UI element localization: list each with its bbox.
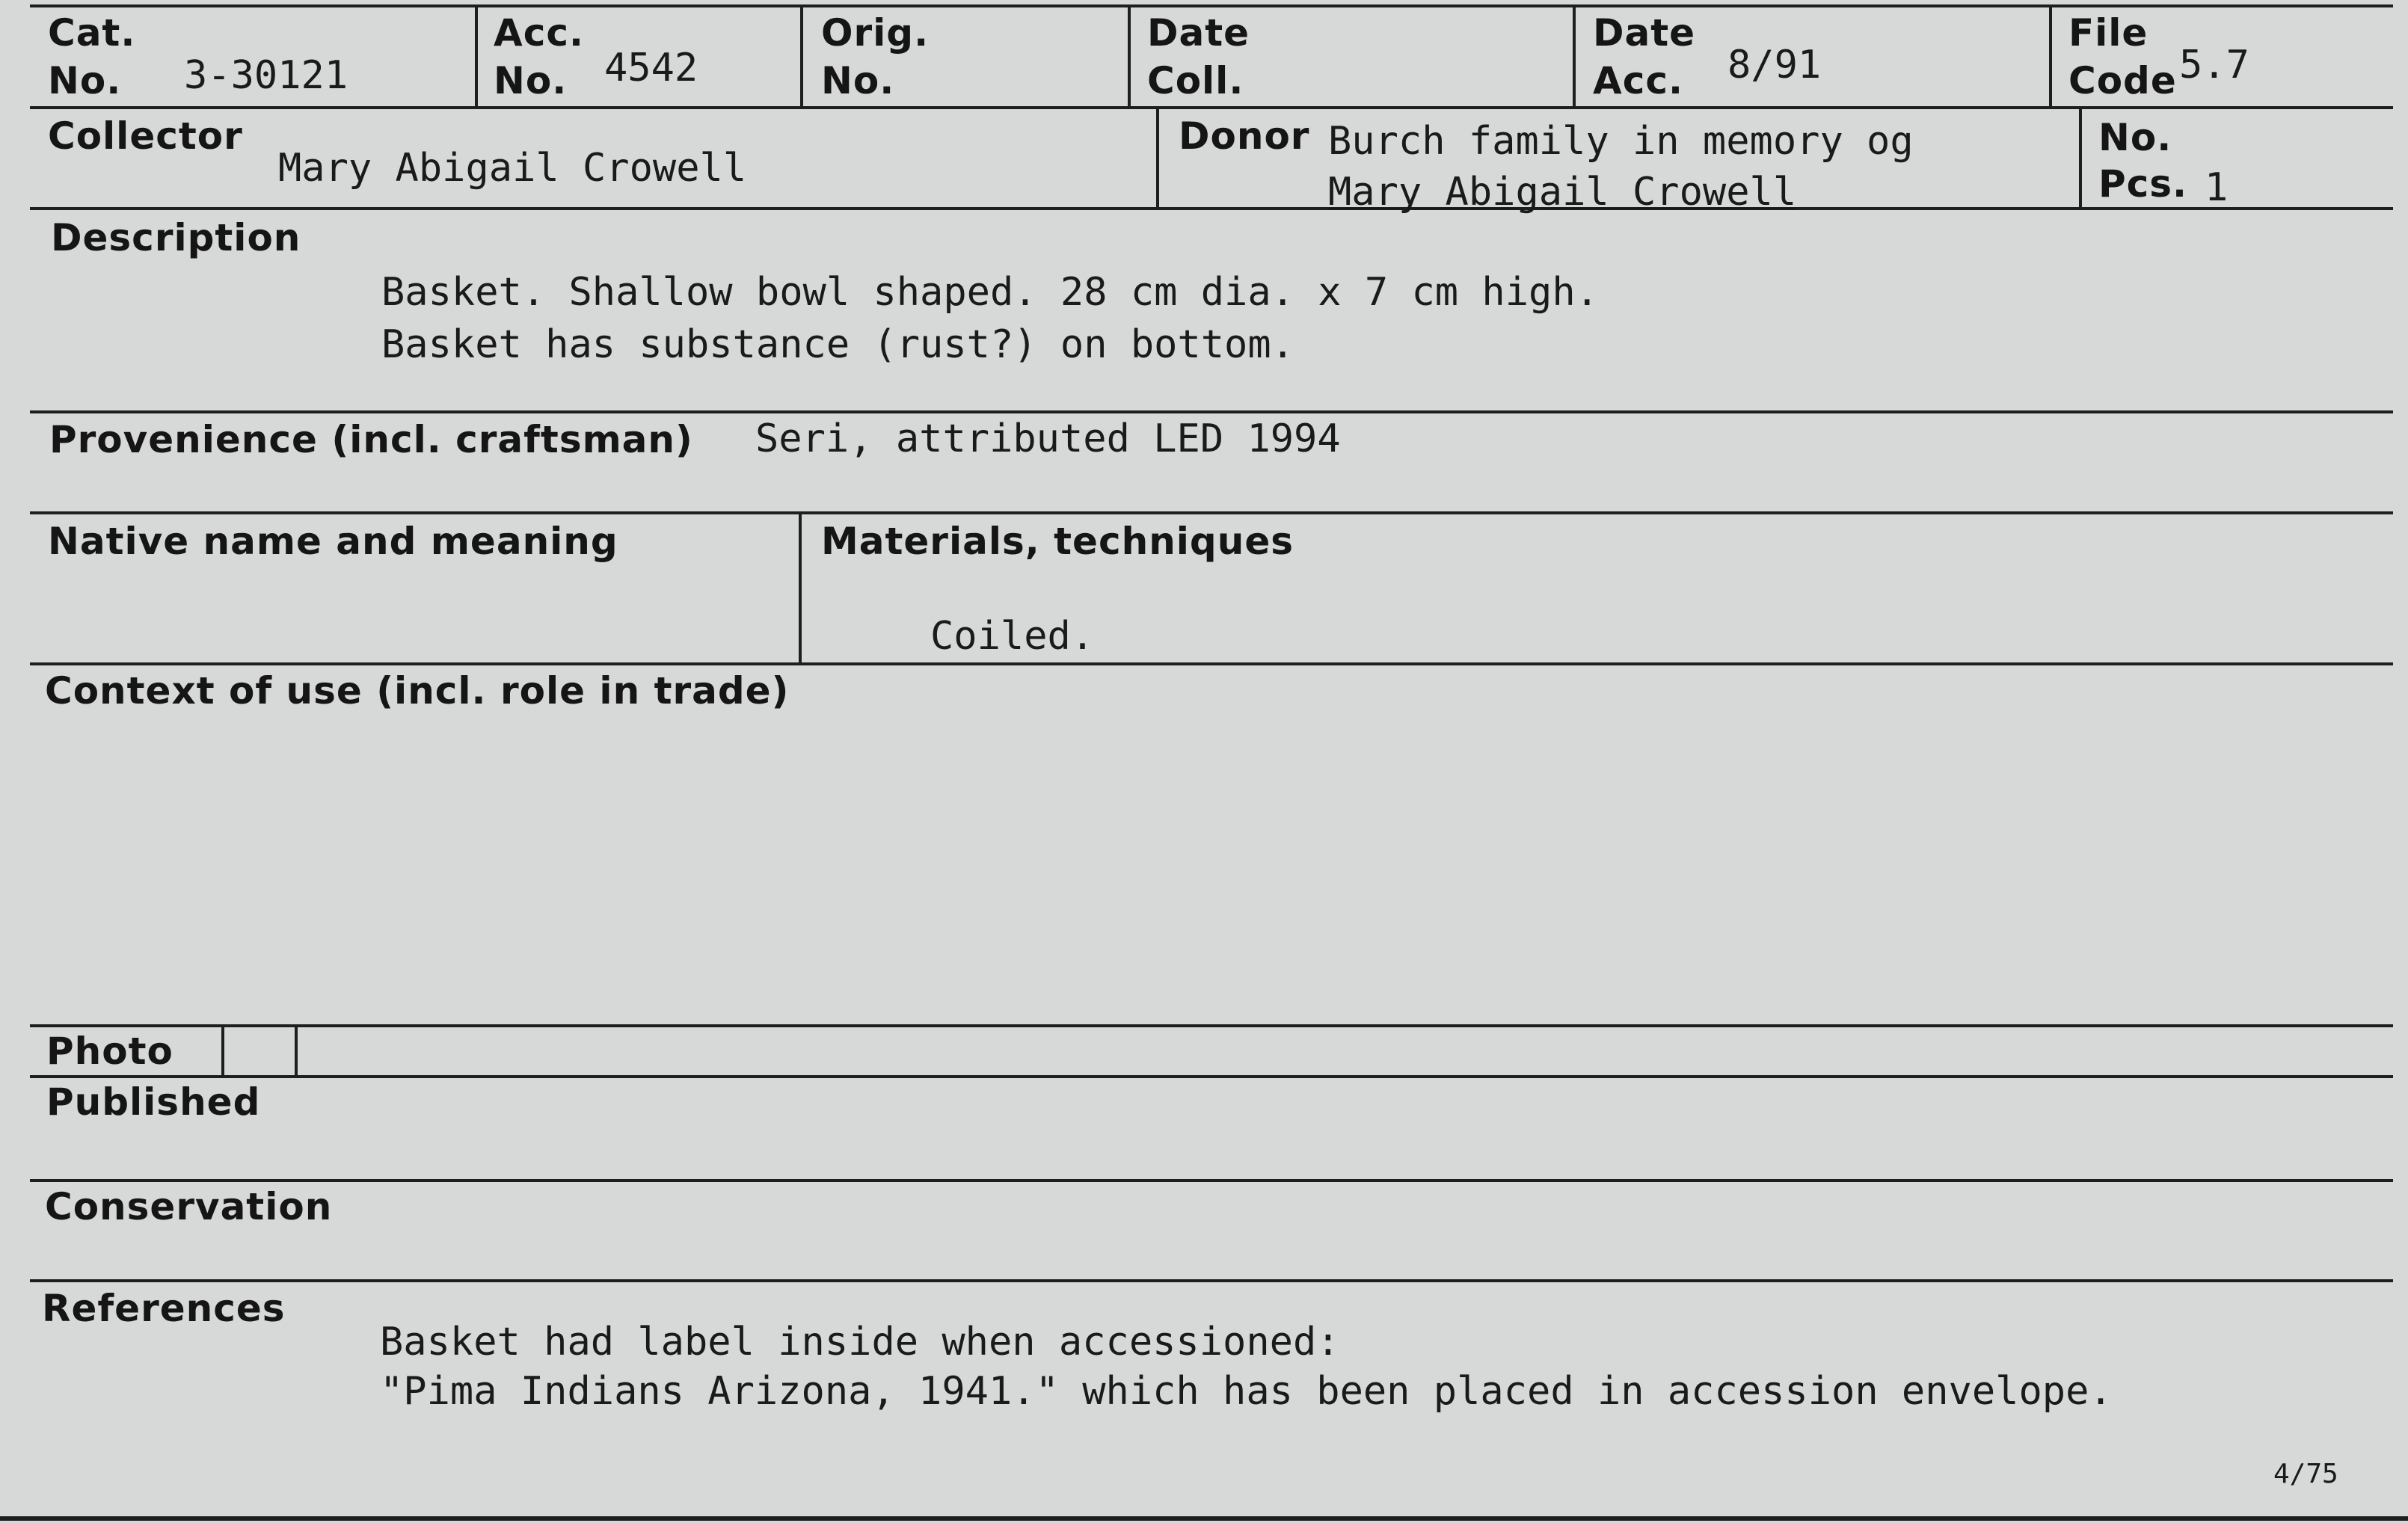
divider-orig-datecoll — [1128, 4, 1131, 109]
divider-native-materials — [799, 511, 802, 665]
context-label: Context of use (incl. role in trade) — [45, 669, 790, 713]
acc-no-label-line2: No. — [494, 59, 568, 102]
rule-description-bottom — [30, 410, 2393, 413]
description-label: Description — [51, 216, 301, 259]
pieces-label-line2: Pcs. — [2098, 162, 2188, 206]
cat-no-value: 3-30121 — [184, 53, 348, 98]
conservation-label: Conservation — [45, 1185, 333, 1228]
donor-value-line1: Burch family in memory og — [1328, 119, 1914, 164]
photo-box-divider-2 — [295, 1024, 298, 1078]
rule-context-bottom — [30, 1024, 2393, 1027]
divider-cat-acc — [475, 4, 478, 109]
materials-label: Materials, techniques — [821, 520, 1294, 563]
acc-no-value: 4542 — [604, 46, 698, 90]
description-line1: Basket. Shallow bowl shaped. 28 cm dia. x 7 cm high. — [381, 270, 1599, 315]
provenience-label: Provenience (incl. craftsman) — [49, 418, 693, 461]
materials-value: Coiled. — [930, 614, 1095, 659]
divider-datecoll-dateacc — [1573, 4, 1576, 109]
references-label: References — [42, 1287, 286, 1330]
provenience-value: Seri, attributed LED 1994 — [755, 416, 1341, 461]
date-coll-label-line2: Coll. — [1147, 59, 1244, 102]
collector-value: Mary Abigail Crowell — [278, 146, 747, 191]
photo-label: Photo — [46, 1030, 173, 1073]
orig-no-label-line2: No. — [821, 59, 895, 102]
date-acc-label-line2: Acc. — [1593, 59, 1683, 102]
references-line2: "Pima Indians Arizona, 1941." which has been placed in accession envelope. — [380, 1369, 2113, 1414]
pieces-label-line1: No. — [2098, 116, 2172, 159]
donor-label: Donor — [1179, 114, 1310, 158]
pieces-value: 1 — [2205, 165, 2229, 210]
orig-no-label-line1: Orig. — [821, 11, 930, 55]
rule-materials-bottom — [30, 662, 2393, 665]
rule-provenience-bottom — [30, 511, 2393, 514]
file-code-label-line2: Code — [2068, 59, 2177, 102]
date-acc-label-line1: Date — [1593, 11, 1696, 55]
native-name-label: Native name and meaning — [48, 520, 618, 563]
file-code-label-line1: File — [2068, 11, 2149, 55]
divider-dateacc-filecode — [2049, 4, 2052, 109]
cat-no-label-line2: No. — [48, 59, 122, 102]
file-code-value: 5.7 — [2179, 43, 2249, 87]
rule-card-bottom — [0, 1516, 2408, 1521]
rule-photo-bottom — [30, 1075, 2393, 1078]
collector-label: Collector — [48, 114, 243, 158]
photo-box-divider-1 — [221, 1024, 224, 1078]
description-line2: Basket has substance (rust?) on bottom. — [381, 322, 1294, 367]
divider-collector-donor — [1156, 106, 1159, 210]
donor-value-line2: Mary Abigail Crowell — [1328, 170, 1797, 215]
date-acc-value: 8/91 — [1727, 43, 1822, 87]
rule-published-bottom — [30, 1179, 2393, 1182]
form-code: 4/75 — [2273, 1459, 2338, 1489]
rule-conservation-bottom — [30, 1279, 2393, 1282]
references-line1: Basket had label inside when accessioned: — [380, 1320, 1340, 1364]
rule-header-bottom — [30, 106, 2393, 109]
rule-top — [30, 4, 2393, 7]
date-coll-label-line1: Date — [1147, 11, 1250, 55]
divider-donor-pieces — [2079, 106, 2082, 210]
cat-no-label-line1: Cat. — [48, 11, 136, 55]
rule-collector-bottom — [30, 207, 2393, 210]
acc-no-label-line1: Acc. — [494, 11, 584, 55]
published-label: Published — [46, 1080, 261, 1124]
divider-acc-orig — [800, 4, 803, 109]
